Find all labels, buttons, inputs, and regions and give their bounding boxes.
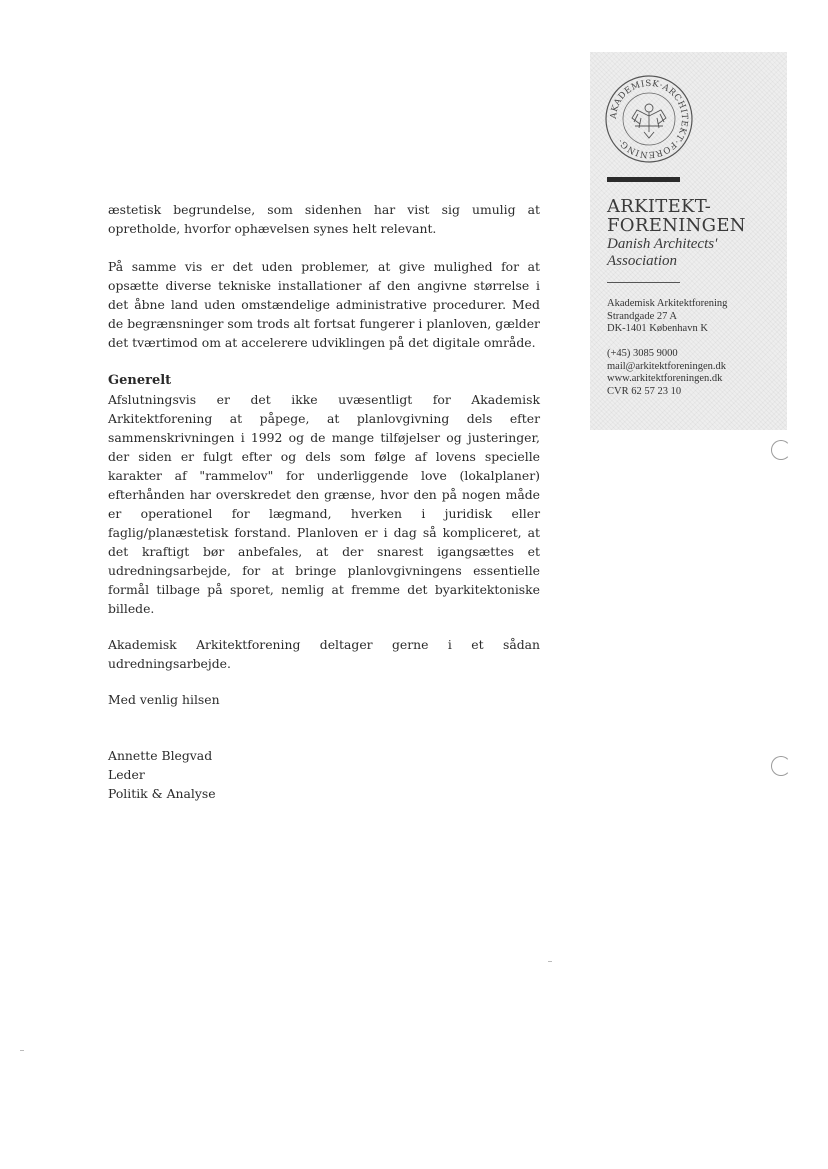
paragraph: Afslutningsvis er det ikke uvæsentligt for Akademisk Arkitektforening at påpege, at planlovgivning dels efter sammenskrivningen i 1992 og de mange tilføjelser og justeringer, der siden er fulgt efter og dels som følge af lovens specielle karakter af "rammelov" for underliggende love (lokalplaner) efterhånden har overskredet den grænse, hvor den på nogen måde er operationel for lægmand, hverken i juridisk eller faglig/planæstetisk forstand. Planloven er i dag så kompliceret, at det kraftigt bør anbefales, at der snarest igangsættes et udredningsarbejde, for at bringe planlovgivningens essentielle formål tilbage på sporet, nemlig at fremme det byarkitektoniske billede. [108, 392, 540, 616]
cvr-number: CVR 62 57 23 10 [607, 385, 682, 397]
punch-hole [771, 756, 791, 776]
divider-thin [607, 282, 680, 283]
association-seal-logo [604, 74, 694, 164]
letterhead-panel [590, 52, 787, 430]
postal-address [607, 298, 787, 336]
signatory-department: Politik & Analyse [108, 786, 216, 801]
letter-body [108, 200, 540, 803]
svg-text:AKADEMISK·ARCHITEKT·FORENING·: AKADEMISK·ARCHITEKT·FORENING· [608, 78, 690, 160]
paragraph: æstetisk begrundelse, som sidenhen har vist sig umulig at opretholde, hvorfor ophævelsen synes helt relevant. [108, 202, 540, 236]
scan-speck [548, 961, 552, 962]
signatory-title: Leder [108, 767, 145, 782]
punch-hole [771, 440, 791, 460]
email: mail@arkitektforeningen.dk [607, 360, 727, 372]
address-line: Strandgade 27 A [607, 310, 677, 322]
divider-thick [607, 177, 680, 182]
closing: Med venlig hilsen [108, 692, 220, 707]
phone: (+45) 3085 9000 [607, 348, 678, 359]
address-line: Akademisk Arkitektforening [607, 298, 728, 309]
address-line: DK-1401 København K [607, 323, 708, 334]
section-heading: Generelt [108, 373, 172, 388]
website: www.arkitektforeningen.dk [607, 373, 723, 384]
paragraph: På samme vis er det uden problemer, at give mulighed for at opsætte diverse tekniske installationer af den angivne størrelse i det åbne land uden omstændelige administrative procedurer. Med de begrænsninger som trods alt fortsat fungerer i planloven, gælder det tværtimod om at accelerere udviklingen på det digitale område. [108, 259, 540, 350]
signatory-name: Annette Blegvad [108, 748, 213, 763]
org-english-name: Danish Architects' Association [607, 236, 718, 269]
paragraph: Akademisk Arkitektforening deltager gerne i et sådan udredningsarbejde. [108, 637, 540, 671]
signature-block [108, 746, 540, 803]
org-name: ARKITEKT- FORENINGEN [607, 196, 746, 236]
scan-speck [20, 1050, 24, 1051]
contact-info [607, 348, 787, 398]
